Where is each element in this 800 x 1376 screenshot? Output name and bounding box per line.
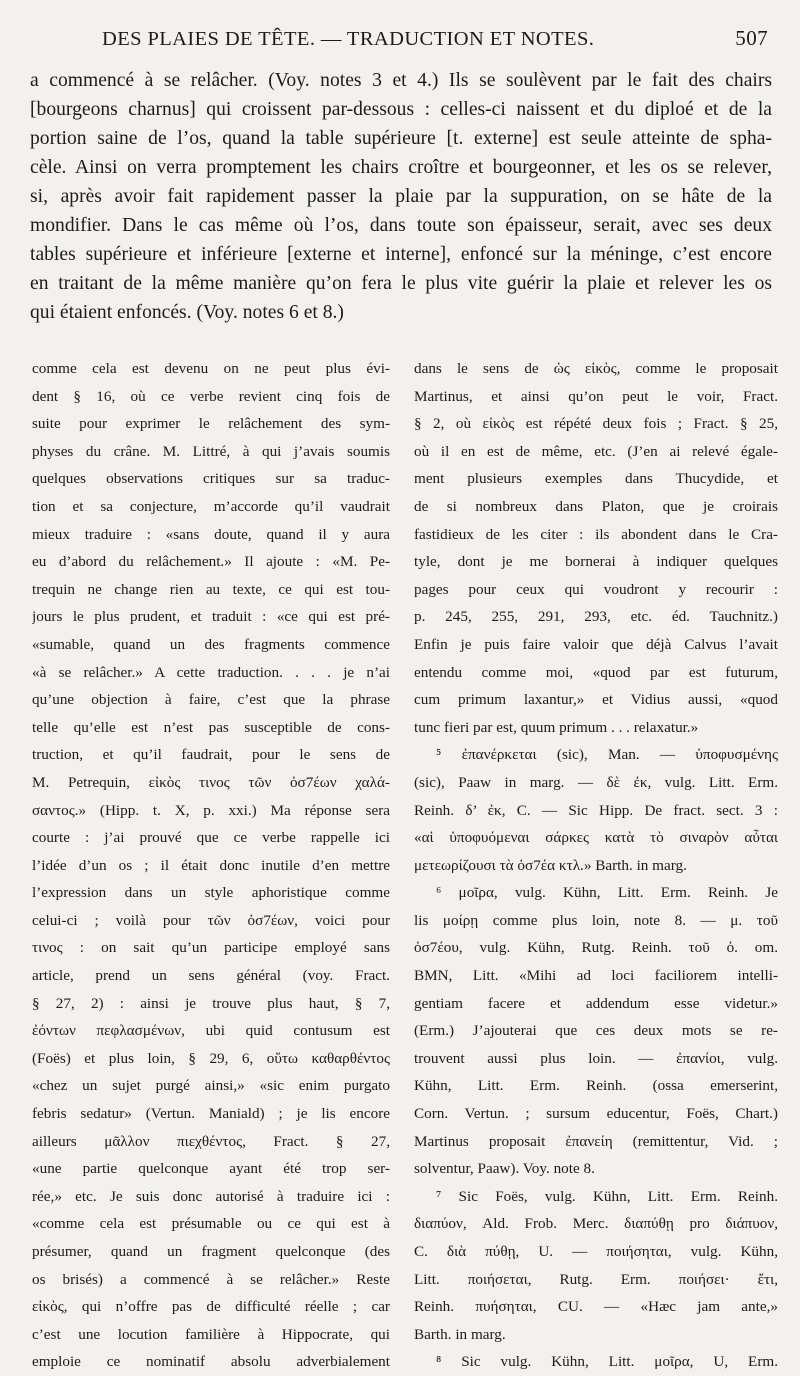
page-number: 507 (735, 26, 768, 50)
note-line: § 27, 2) : ainsi je trouve plus haut, § 7, (32, 994, 390, 1012)
note-line: p. 245, 255, 291, 293, etc. éd. Tauchnitz.) (414, 608, 778, 626)
note-line: qu’une objection à faire, c’est que la phrase (32, 691, 390, 709)
footnote-5-line: ⁵ ἐπανέρκεται (sic), Man. — ὑποφυσμένης (436, 746, 778, 764)
note-line: Reinh. πυήσηται, CU. — «Hæc jam ante,» (414, 1298, 778, 1316)
note-line: σαντος.» (Hipp. t. X, p. xxi.) Ma réponse sera (32, 801, 390, 819)
note-line: Barth. in marg. (414, 1325, 506, 1343)
note-line: tion et sa conjecture, m’accorde qu’il vaudrait (32, 497, 390, 515)
note-line: présumer, quand un fragment quelconque (des (32, 1243, 390, 1260)
note-line: os brisés) a commencé à se relâcher.» Reste (32, 1270, 390, 1288)
note-line: (Foës) et plus loin, § 29, 6, οὕτω καθαρθέντος (32, 1049, 390, 1067)
note-line: gentiam facere et addendum esse videtur.» (414, 994, 778, 1012)
text-line: cèle. Ainsi on verra promptement les chairs croître et bourgeonner, et les os se relever, (30, 157, 772, 178)
note-line: ment plusieurs exemples dans Thucydide, et (414, 470, 778, 488)
note-line: Martinus, et ainsi qu’on peut le voir, Fract. (414, 387, 778, 405)
note-line: l’idée d’un os ; il était donc inutile d’en mettre (32, 856, 390, 874)
note-line: mieux traduire : «sans doute, quand il y aura (32, 525, 390, 543)
note-line: eu d’abord du relâchement.» Il ajoute : «M. Pe- (32, 553, 390, 571)
note-line: (Erm.) J’ajouterai que ces deux mots se re- (414, 1022, 778, 1040)
note-line: truction, et qu’il faudrait, pour le sens de (32, 746, 390, 764)
note-line: tyle, dont je me bornerai à indiquer quelques (414, 553, 778, 571)
note-line: pages pour ceux qui voudront y recourir : (414, 580, 778, 598)
text-line: si, après avoir fait rapidement passer la plaie par la suppuration, on se hâte de la (30, 186, 772, 207)
note-line: § 2, où εἰκὸς est répété deux fois ; Fract. § 25, (414, 415, 778, 433)
note-line: μετεωρίζουσι τὰ ὀσ7έα κτλ.» Barth. in marg. (414, 856, 687, 874)
note-line: où il en est de même, etc. (J’en ai relevé égale- (414, 442, 778, 460)
note-line: Litt. ποιήσεται, Rutg. Erm. ποιήσει· ἔτι, (414, 1270, 778, 1288)
note-line: quelques observations critiques sur sa traduc- (32, 470, 390, 488)
note-line: τινος : on sait qu’un participe employé sans (32, 939, 390, 957)
note-line: entendu comme moi, «quod par est futurum, (414, 663, 778, 681)
text-line: mondifier. Dans le cas même où l’os, dans toute son épaisseur, serait, avec ses deux (30, 215, 772, 236)
note-line: «sumable, quand un des fragments commence (32, 635, 390, 653)
text-line: [bourgeons charnus] qui croissent par-dessous : celles-ci naissent et du diploé et de la (30, 99, 772, 120)
note-line: courte : j’ai prouvé que ce verbe rappelle ici (32, 829, 390, 847)
note-line: Kühn, Litt. Erm. Reinh. (ossa emerserint, (414, 1077, 778, 1095)
note-line: tunc fieri par est, quum primum . . . relaxatur.» (414, 718, 699, 736)
note-line: rée,» etc. Je suis donc autorisé à traduire ici : (32, 1187, 390, 1205)
note-line: celui-ci ; voilà pour τῶν ὀσ7έων, voici pour (32, 911, 390, 929)
note-line: ailleurs μᾶλλον πιεχθέντος, Fract. § 27, (32, 1132, 390, 1150)
note-line: comme cela est devenu on ne peut plus évi- (32, 360, 390, 377)
note-line: M. Petrequin, εἰκὸς τινος τῶν ὀσ7έων χαλά- (32, 773, 390, 791)
note-line: physes du crâne. M. Littré, à qui j’avais soumis (32, 442, 390, 460)
note-line: jours le plus prudent, et traduit : «ce qui est pré- (32, 608, 390, 626)
note-line: de si nombreux dans Platon, que je croirais (414, 497, 778, 515)
running-title: DES PLAIES DE TÊTE. — TRADUCTION ET NOTES. (102, 28, 595, 50)
translation-paragraph (30, 66, 772, 327)
note-line: Enfin je puis faire valoir que déjà Calvus l’avait (414, 635, 778, 653)
note-line: Reinh. δ’ ἐκ, C. — Sic Hipp. De fract. sect. 3 : (414, 801, 778, 819)
notes-left-column (32, 355, 390, 1376)
footnote-6-line: ⁶ μοῖρα, vulg. Kühn, Litt. Erm. Reinh. Je (436, 884, 778, 902)
note-line: article, prend un sens général (voy. Fract. (32, 967, 390, 985)
note-line: trouvent aussi plus loin. — ἐπανίοι, vulg. (414, 1049, 778, 1067)
note-line: dent § 16, où ce verbe revient cinq fois de (32, 387, 390, 405)
text-line: tables supérieure et inférieure [externe et interne], enfoncé sur la méninge, c’est encore (30, 244, 772, 265)
note-line: BMN, Litt. «Mihi ad loci faciliorem intelli- (414, 967, 778, 985)
running-header (30, 26, 768, 58)
note-line: εἰκὸς, qui n’offre pas de difficulté réelle ; car (32, 1298, 390, 1316)
note-line: ὀσ7έου, vulg. Kühn, Rutg. Reinh. τοῦ ὀ. om. (414, 939, 778, 957)
note-line: dans le sens de ὡς εἰκὸς, comme le proposait (414, 360, 778, 377)
note-line: emploie ce nominatif absolu adverbialement (32, 1353, 390, 1371)
note-line: l’expression dans un style aphoristique comme (32, 884, 390, 902)
note-line: ἐόντων πεφλασμένων, ubi quid contusum est (32, 1022, 390, 1040)
note-line: (sic), Paaw in marg. — δὲ ἐκ, vulg. Litt. Erm. (414, 773, 778, 791)
note-line: c’est une locution familière à Hippocrate, qui (32, 1325, 390, 1343)
footnote-7-line: ⁷ Sic Foës, vulg. Kühn, Litt. Erm. Reinh. (436, 1187, 778, 1205)
note-line: trequin ne change rien au texte, ce qui est tou- (32, 580, 390, 598)
text-line: en traitant de la même manière qu’on fera le plus vite guérir la plaie et relever les os (30, 273, 772, 294)
note-line: Corn. Vertun. ; sursum educentur, Foës, Chart.) (414, 1105, 778, 1123)
text-line: a commencé à se relâcher. (Voy. notes 3 et 4.) Ils se soulèvent par le fait des chairs (30, 70, 772, 91)
note-line: διαπύον, Ald. Frob. Merc. διαπύθῃ pro διάπυον, (414, 1215, 778, 1233)
note-line: «comme cela est présumable ou ce qui est à (32, 1215, 390, 1233)
note-line: lis μοίρῃ comme plus loin, note 8. — μ. τοῦ (414, 911, 778, 929)
note-line: cum primum laxantur,» et Vidius aussi, «quod (414, 691, 778, 709)
note-line: C. διὰ πύθῃ, U. — ποιήσηται, vulg. Kühn, (414, 1243, 778, 1260)
note-line: «chez un sujet purgé ainsi,» «sic enim purgato (32, 1077, 390, 1095)
note-line: telle qu’elle est n’est pas susceptible de cons- (32, 718, 390, 736)
note-line: fastidieux de les citer : ils abondent dans le Cra- (414, 525, 778, 543)
text-line: qui étaient enfoncés. (Voy. notes 6 et 8.) (30, 302, 344, 323)
note-line: suite pour exprimer le relâchement des sym- (32, 415, 390, 433)
note-line: «αἱ ὑποφυόμεναι σάρκες κατὰ τὸ σιναρὸν αὖται (414, 829, 778, 847)
note-line: «à se relâcher.» A cette traduction. . . . je n’ai (32, 663, 390, 681)
note-line: Martinus proposait ἐπανείη (remittentur, Vid. ; (414, 1132, 778, 1150)
note-line: solventur, Paaw). Voy. note 8. (414, 1160, 595, 1178)
footnote-8-line: ⁸ Sic vulg. Kühn, Litt. μοῖρα, U, Erm. (436, 1353, 778, 1371)
notes-right-column (414, 355, 778, 1376)
text-line: portion saine de l’os, quand la table supérieure [t. externe] est seule atteinte de spha- (30, 128, 772, 149)
note-line: febris sedatur» (Vertun. Maniald) ; je lis encore (32, 1105, 390, 1123)
note-line: «une partie quelconque ayant été trop ser- (32, 1160, 390, 1178)
